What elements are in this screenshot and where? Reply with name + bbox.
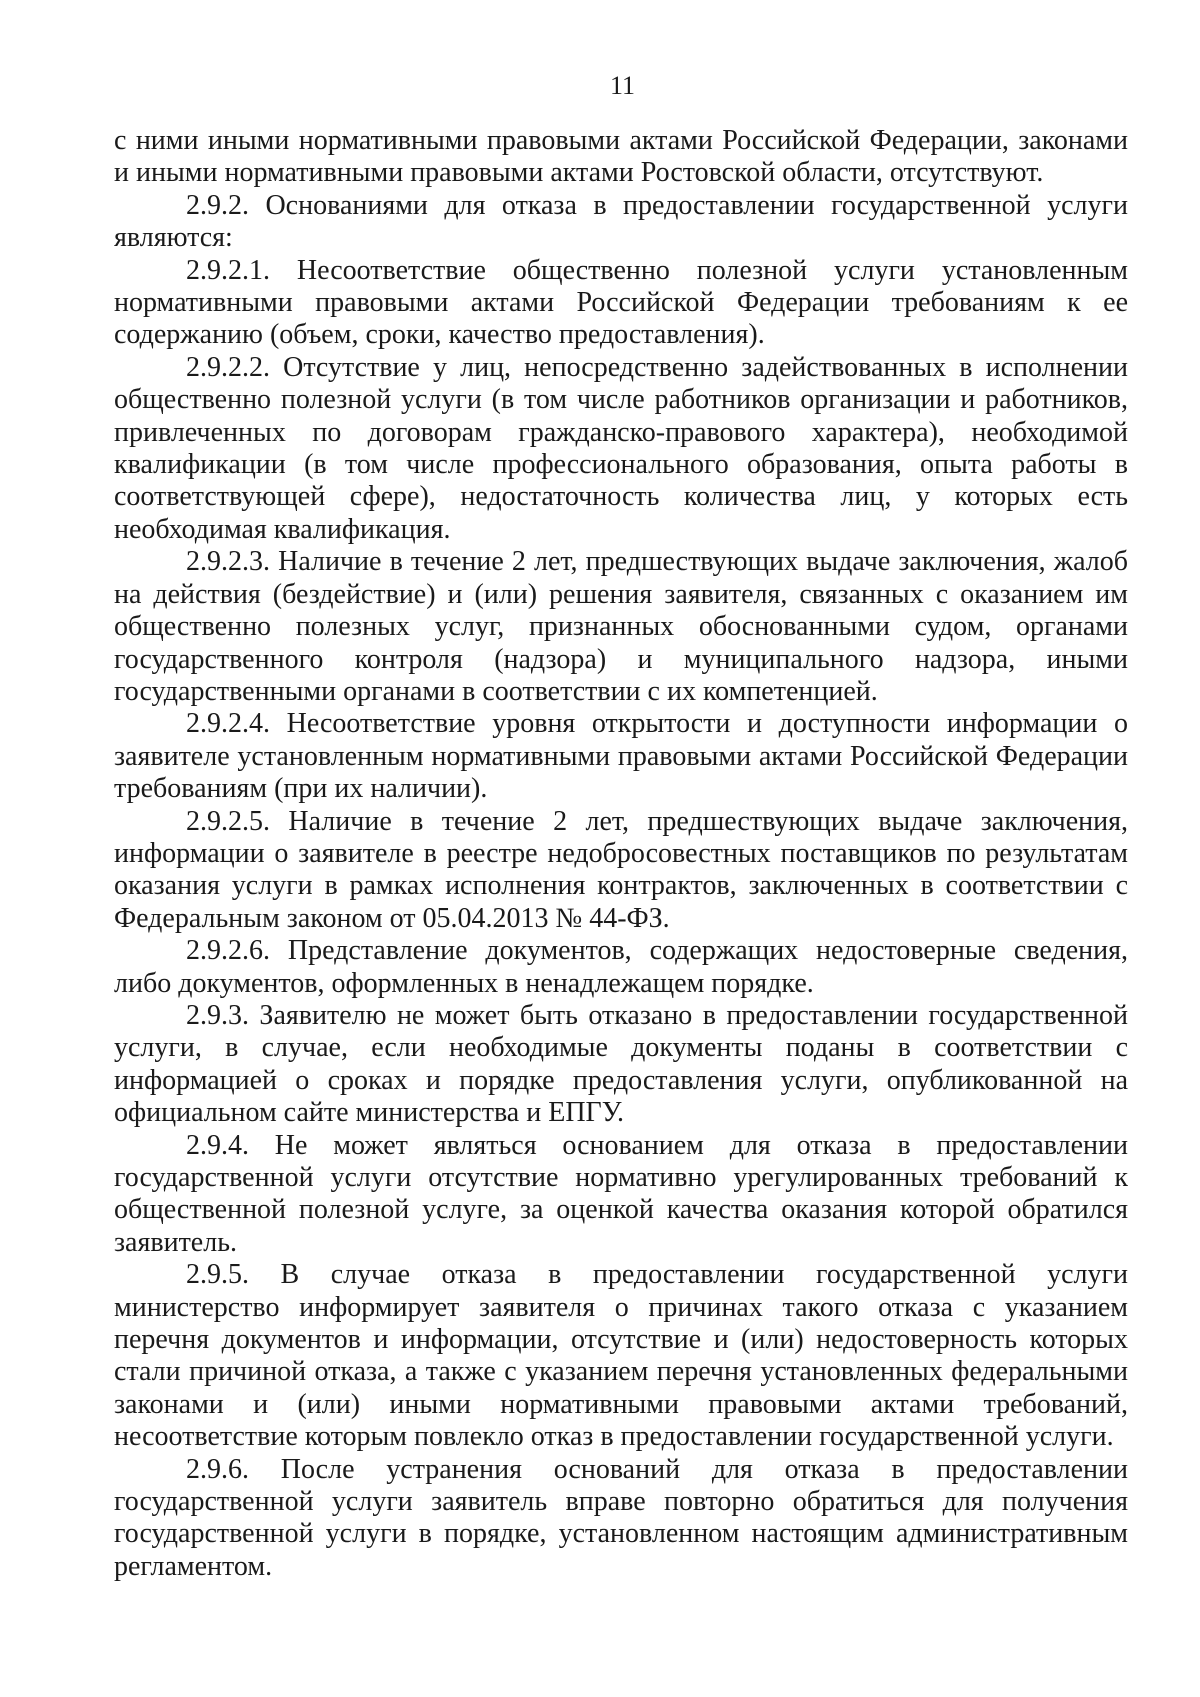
paragraph-2-9-5: 2.9.5. В случае отказа в предоставлении государственной услуги министерство информирует заявителя о причинах такого отказа с указанием перечня документов и информации, отсутствие и (или) недостоверность которых стали причиной отказа, а также с указанием перечня установленных федеральными законами и (или) иными нормативными правовыми актами требований, несоответствие которым повлекло отказ в предоставлении государственной услуги.: [114, 1259, 1128, 1453]
page-number: 11: [609, 71, 636, 100]
paragraph-2-9-2-1: 2.9.2.1. Несоответствие общественно полезной услуги установленным нормативными правовыми актами Российской Федерации требованиям к ее содержанию (объем, сроки, качество предоставления).: [114, 254, 1128, 351]
paragraph-2-9-4: 2.9.4. Не может являться основанием для отказа в предоставлении государственной услуги отсутствие нормативно урегулированных требований к общественной полезной услуге, за оценкой качества оказания которой обратился заявитель.: [114, 1129, 1128, 1258]
paragraph-2-9-2-3: 2.9.2.3. Наличие в течение 2 лет, предшествующих выдаче заключения, жалоб на действия (бездействие) и (или) решения заявителя, связанных с оказанием им общественно полезных услуг, признанных обоснованными судом, органами государственного контроля (надзора) и муниципального надзора, иными государственными органами в соответствии с их компетенцией.: [114, 546, 1128, 707]
paragraph-continuation: с ними иными нормативными правовыми актами Российской Федерации, законами и иными нормативными правовыми актами Ростовской области, отсутствуют.: [114, 125, 1128, 189]
paragraph-2-9-2-2: 2.9.2.2. Отсутствие у лиц, непосредственно задействованных в исполнении общественно полезной услуги (в том числе работников организации и работников, привлеченных по договорам гражданско-правового характера), необходимой квалификации (в том числе профессионального образования, опыта работы в соответствующей сфере), недостаточность количества лиц, у которых есть необходимая квалификация.: [114, 351, 1128, 545]
paragraph-2-9-6: 2.9.6. После устранения оснований для отказа в предоставлении государственной услуги заявитель вправе повторно обратиться для получения государственной услуги в порядке, установленном настоящим административным регламентом.: [114, 1453, 1128, 1582]
paragraph-2-9-2: 2.9.2. Основаниями для отказа в предоставлении государственной услуги являются:: [114, 189, 1128, 254]
paragraph-2-9-2-5: 2.9.2.5. Наличие в течение 2 лет, предшествующих выдаче заключения, информации о заявителе в реестре недобросовестных поставщиков по результатам оказания услуги в рамках исполнения контрактов, заключенных в соответствии с Федеральным законом от 05.04.2013 № 44-ФЗ.: [114, 805, 1128, 934]
paragraph-2-9-3: 2.9.3. Заявителю не может быть отказано в предоставлении государственной услуги, в случае, если необходимые документы поданы в соответствии с информацией о сроках и порядке предоставления услуги, опубликованной на официальном сайте министерства и ЕПГУ.: [114, 999, 1128, 1129]
document-body: [114, 125, 1128, 1583]
paragraph-2-9-2-4: 2.9.2.4. Несоответствие уровня открытости и доступности информации о заявителе установленным нормативными правовыми актами Российской Федерации требованиям (при их наличии).: [114, 708, 1128, 805]
paragraph-2-9-2-6: 2.9.2.6. Представление документов, содержащих недостоверные сведения, либо документов, оформленных в ненадлежащем порядке.: [114, 935, 1128, 999]
